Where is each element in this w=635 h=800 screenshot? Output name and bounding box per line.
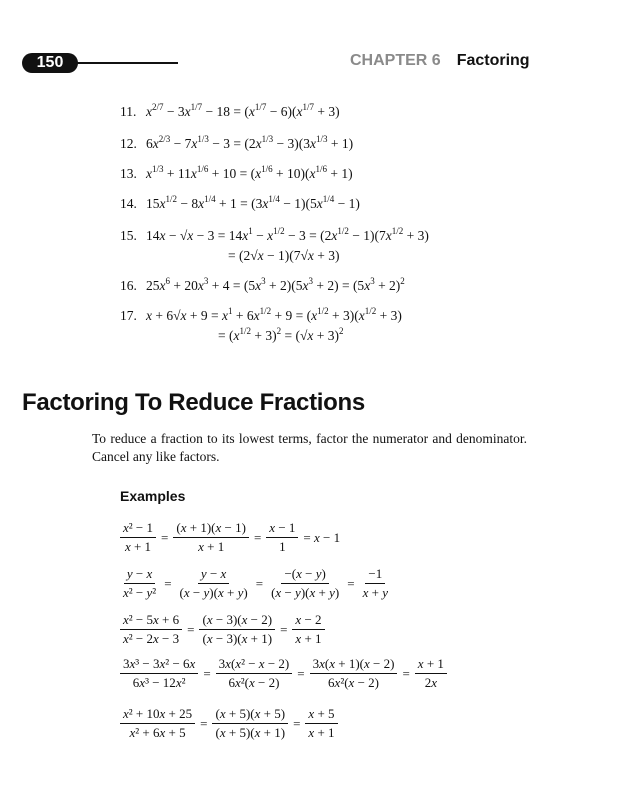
example-equation — [118, 566, 393, 601]
problem-equation: $14x - √x - 3 = 14x^1 - x^{1/2} - 3 = (2x^{1/2} - 1)(7x^{1/2} + 3)$ — [146, 226, 429, 243]
problem-item — [120, 196, 360, 212]
fraction-numerator: x² + 10x + 25 — [120, 706, 195, 724]
fraction — [173, 520, 249, 555]
section-intro: To reduce a fraction to its lowest terms, factor the numerator and denominator. Cancel any like factors. — [92, 431, 527, 464]
problem-continuation: = $(x^{1/2} + 3)^2 = (√x + 3)^2$ — [218, 326, 344, 343]
fraction-denominator: (x − 3)(x + 1) — [202, 631, 273, 646]
fraction-denominator: x + 1 — [295, 631, 322, 646]
fraction-denominator: x² − 2x − 3 — [123, 631, 180, 646]
problem-number: 13. — [120, 166, 137, 181]
fraction-denominator: (x − y)(x + y) — [179, 585, 248, 600]
problem-number: 15. — [120, 228, 137, 243]
example-equation — [118, 706, 340, 741]
fraction — [292, 612, 324, 647]
fraction-numerator: x − 1 — [266, 520, 298, 538]
example-equation — [118, 520, 343, 555]
equals-sign: = x − 1 — [303, 529, 341, 545]
problem-item — [120, 228, 429, 244]
fraction-numerator: (x + 5)(x + 5) — [212, 706, 288, 724]
fraction-numerator: −1 — [365, 566, 385, 584]
fraction-numerator: 3x(x + 1)(x − 2) — [310, 656, 398, 674]
problem-item — [120, 166, 353, 182]
fraction-numerator: (x − 3)(x − 2) — [199, 612, 275, 630]
fraction — [360, 566, 391, 601]
equals-sign: = — [402, 665, 410, 681]
problem-item — [120, 136, 353, 152]
problem-item — [120, 104, 340, 120]
chapter-title: Factoring — [456, 52, 530, 69]
problem-number: 16. — [120, 278, 137, 293]
fraction-denominator: x² + 6x + 5 — [129, 725, 186, 740]
fraction-numerator: 3x(x² − x − 2) — [216, 656, 293, 674]
problem-equation: $x^{2/7} - 3x^{1/7} - 18 = (x^{1/7} - 6)(x^{1/7} + 3)$ — [146, 102, 340, 119]
fraction-denominator: 6x³ − 12x² — [132, 675, 186, 690]
fraction — [310, 656, 398, 691]
fraction-numerator: y − x — [198, 566, 229, 584]
fraction — [305, 706, 337, 741]
problem-item — [120, 278, 405, 294]
header-rule — [70, 62, 178, 64]
page-header — [0, 50, 635, 76]
fraction-denominator: (x + 5)(x + 1) — [215, 725, 286, 740]
fraction — [212, 706, 288, 741]
equals-sign: = — [253, 529, 262, 545]
problem-equation: $6x^{2/3} - 7x^{1/3} - 3 = (2x^{1/3} - 3)(3x^{1/3} + 1)$ — [146, 134, 354, 151]
fraction — [199, 612, 275, 647]
fraction-denominator: x + 1 — [198, 539, 225, 554]
fraction-denominator: x + 1 — [124, 539, 152, 554]
equals-sign: = — [200, 715, 208, 731]
fraction-numerator: x² − 5x + 6 — [120, 612, 182, 630]
fraction — [216, 656, 293, 691]
equals-sign: = — [161, 529, 169, 545]
page-number-badge: 150 — [22, 53, 78, 73]
fraction-denominator: 1 — [279, 539, 286, 554]
problem-equation: $25x^6 + 20x^3 + 4 = (5x^3 + 2)(5x^3 + 2) = (5x^3 + 2)^2$ — [146, 276, 405, 293]
examples-heading: Examples — [120, 488, 186, 504]
fraction — [120, 706, 195, 741]
example-equation — [118, 612, 327, 647]
chapter-label: CHAPTER 6 — [350, 52, 441, 69]
example-equation — [118, 656, 449, 691]
equals-sign: = — [347, 575, 355, 591]
fraction-denominator: x² − y² — [123, 585, 157, 600]
equals-sign: = — [203, 665, 211, 681]
equals-sign: = — [297, 665, 305, 681]
running-head — [350, 52, 530, 70]
equals-sign: = — [187, 621, 195, 637]
fraction-denominator: 6x²(x − 2) — [328, 675, 379, 690]
fraction — [415, 656, 447, 691]
fraction-numerator: 3x³ − 3x² − 6x — [120, 656, 198, 674]
fraction-numerator: x + 1 — [415, 656, 447, 674]
fraction-denominator: 6x²(x − 2) — [228, 675, 280, 690]
fraction — [120, 520, 156, 555]
fraction-denominator: (x − y)(x + y) — [271, 585, 340, 600]
problem-equation: $15x^{1/2} - 8x^{1/4} + 1 = (3x^{1/4} - 1)(5x^{1/4} - 1)$ — [146, 194, 360, 211]
equals-sign: = — [164, 575, 172, 591]
fraction-numerator: −(x − y) — [281, 566, 328, 584]
fraction — [268, 566, 342, 601]
fraction-numerator: x² − 1 — [120, 520, 156, 538]
fraction-denominator: x + y — [362, 585, 388, 600]
section-title: Factoring To Reduce Fractions — [22, 389, 365, 416]
equals-sign: = — [293, 715, 301, 731]
fraction-numerator: (x + 1)(x − 1) — [173, 520, 249, 538]
fraction-denominator: x + 1 — [308, 725, 335, 740]
fraction-numerator: x − 2 — [292, 612, 324, 630]
equals-sign: = — [255, 575, 264, 591]
problem-number: 12. — [120, 136, 137, 151]
fraction — [120, 566, 159, 601]
problem-item — [120, 308, 402, 324]
problem-equation: $x^{1/3} + 11x^{1/6} + 10 = (x^{1/6} + 10)(x^{1/6} + 1)$ — [146, 164, 353, 181]
fraction-numerator: x + 5 — [305, 706, 337, 724]
fraction-numerator: y − x — [124, 566, 155, 584]
fraction — [266, 520, 298, 555]
fraction — [120, 656, 198, 691]
problem-continuation: = (2√x − 1)(7√x + 3) — [228, 248, 340, 263]
problem-number: 14. — [120, 196, 137, 211]
fraction — [177, 566, 251, 601]
problem-number: 11. — [120, 104, 137, 119]
fraction — [120, 612, 182, 647]
fraction-denominator: 2x — [424, 675, 437, 690]
equals-sign: = — [280, 621, 288, 637]
problem-number: 17. — [120, 308, 137, 323]
problem-equation: $x + 6√x + 9 = x^1 + 6x^{1/2} + 9 = (x^{1/2} + 3)(x^{1/2} + 3)$ — [146, 306, 402, 323]
